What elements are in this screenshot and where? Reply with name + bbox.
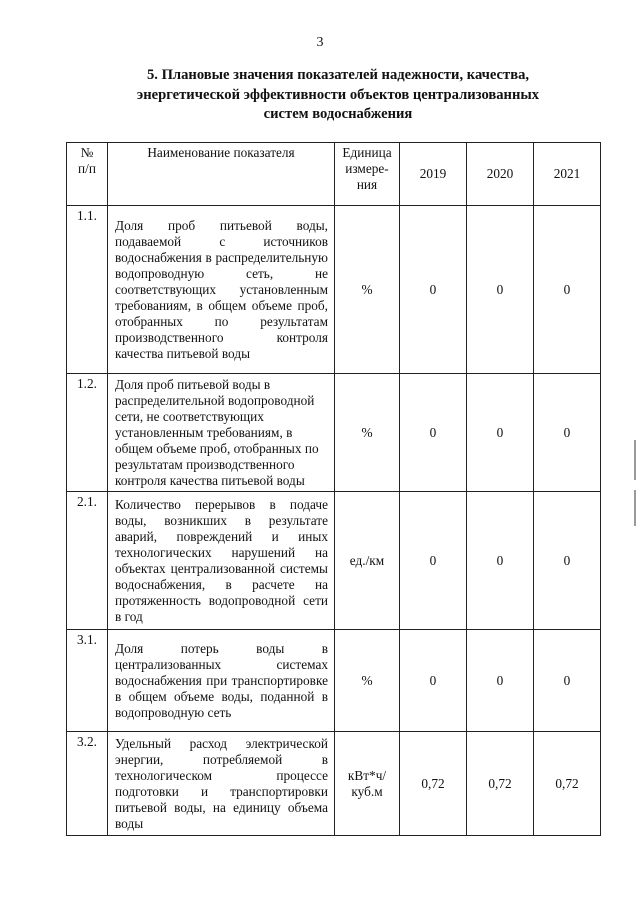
- scan-edge-mark: [634, 440, 636, 480]
- row-value-2020: 0: [467, 374, 534, 492]
- table-row: [67, 374, 601, 492]
- page-number: 3: [316, 35, 324, 50]
- scan-edge-mark: [634, 490, 636, 526]
- indicators-table: [66, 142, 601, 836]
- row-unit: %: [335, 374, 400, 492]
- row-value-2021: 0: [534, 374, 601, 492]
- row-value-2020: 0: [467, 630, 534, 732]
- row-unit: %: [335, 630, 400, 732]
- row-value-2020: 0: [467, 492, 534, 630]
- row-unit: кВт*ч/ куб.м: [335, 732, 400, 836]
- section-title-line: энергетической эффективности объектов централизованных: [136, 86, 540, 103]
- row-num: 3.2.: [67, 732, 108, 836]
- row-num: 1.1.: [67, 206, 108, 374]
- header-name: Наименование показателя: [108, 143, 335, 206]
- section-title-line: систем водоснабжения: [263, 106, 413, 122]
- row-value-2020: 0,72: [467, 732, 534, 836]
- row-value-2021: 0: [534, 206, 601, 374]
- row-name: Доля потерь воды в централизованных системах водоснабжения при транспортировке в общем объеме воды, поданной в водопроводную сеть: [108, 630, 335, 732]
- row-value-2020: 0: [467, 206, 534, 374]
- section-title-line: 5. Плановые значения показателей надежности, качества,: [146, 67, 530, 83]
- header-num: № п/п: [67, 143, 108, 206]
- table-header-row: [67, 143, 601, 206]
- row-name: Удельный расход электрической энергии, потребляемой в технологическом процессе подготовки и транспортировки питьевой воды, на единицу объема воды: [108, 732, 335, 836]
- row-value-2021: 0,72: [534, 732, 601, 836]
- row-name: Количество перерывов в подаче воды, возникших в результате аварий, повреждений и иных технологических нарушений на объектах централизованной системы водоснабжения, в расчете на протяженность водопроводной сети в год: [108, 492, 335, 630]
- header-year-2019: 2019: [400, 143, 467, 206]
- row-num: 2.1.: [67, 492, 108, 630]
- row-value-2019: 0,72: [400, 732, 467, 836]
- table-row: [67, 732, 601, 836]
- table-row: [67, 206, 601, 374]
- row-num: 1.2.: [67, 374, 108, 492]
- row-name: Доля проб питьевой воды в распределительной водопроводной сети, не соответствующих установленным требованиям, в общем объеме проб, отобранных по результатам производственного контроля качества питьевой воды: [108, 374, 335, 492]
- header-year-2021: 2021: [534, 143, 601, 206]
- row-value-2019: 0: [400, 206, 467, 374]
- row-value-2021: 0: [534, 630, 601, 732]
- row-value-2019: 0: [400, 374, 467, 492]
- row-value-2019: 0: [400, 492, 467, 630]
- section-title: [118, 66, 558, 125]
- row-name: Доля проб питьевой воды, подаваемой с источников водоснабжения в распределительную водопроводную сеть, не соответствующих установленным требованиям, в общем объеме проб, отобранных по результатам производственного контроля качества питьевой воды: [108, 206, 335, 374]
- row-unit: ед./км: [335, 492, 400, 630]
- row-num: 3.1.: [67, 630, 108, 732]
- row-unit: %: [335, 206, 400, 374]
- row-value-2019: 0: [400, 630, 467, 732]
- row-value-2021: 0: [534, 492, 601, 630]
- table-row: [67, 630, 601, 732]
- header-unit: Единица измере- ния: [335, 143, 400, 206]
- header-year-2020: 2020: [467, 143, 534, 206]
- table-row: [67, 492, 601, 630]
